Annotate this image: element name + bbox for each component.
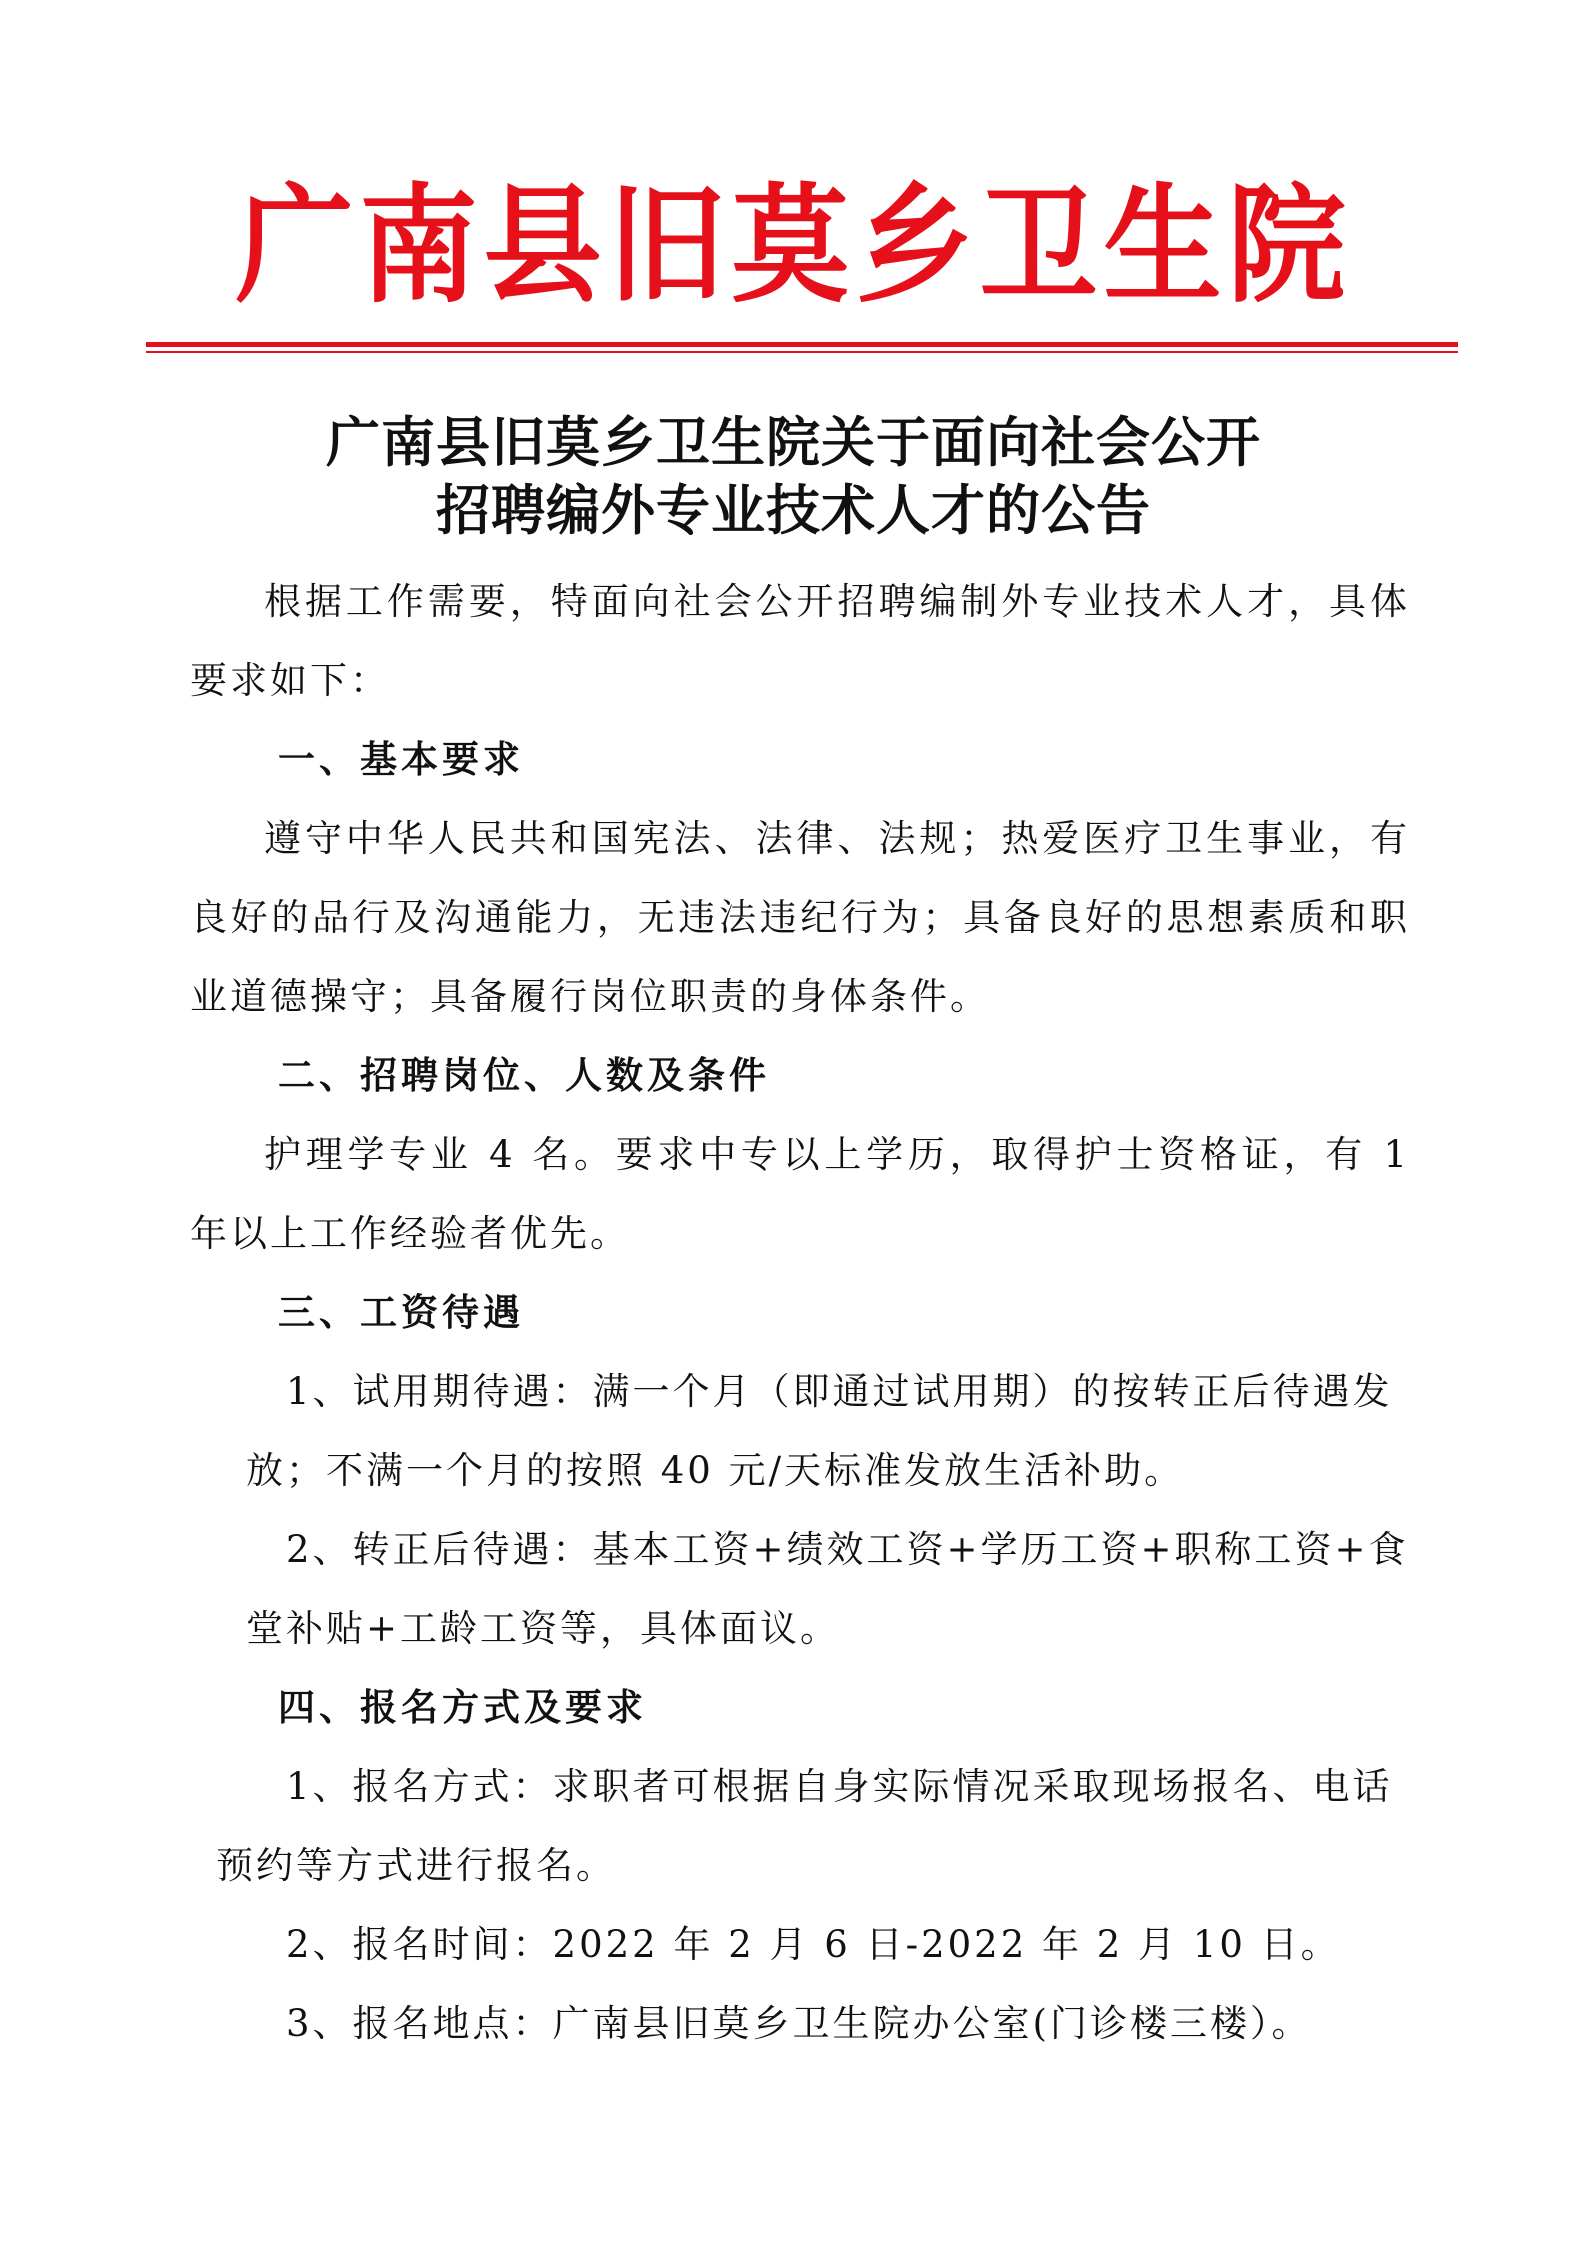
- document-title-line-2: 招聘编外专业技术人才的公告: [436, 478, 1151, 542]
- section-heading-positions: 二、招聘岗位、人数及条件: [278, 1053, 770, 1097]
- intro-paragraph: 根据工作需要，特面向社会公开招聘编制外专业技术人才，具体要求如下：: [190, 580, 1410, 702]
- registration-location-text: 3、报名地点：广南县旧莫乡卫生院办公室(门诊楼三楼）。: [286, 2002, 1312, 2045]
- salary-probation-text: 1、试用期待遇：满一个月（即通过试用期）的按转正后待遇发放；不满一个月的按照 40 元/天标准发放生活补助。: [246, 1370, 1393, 1492]
- section-heading-registration: 四、报名方式及要求: [278, 1685, 647, 1729]
- section-heading-basic-requirements: 一、基本要求: [278, 737, 524, 781]
- basic-requirements-text: 遵守中华人民共和国宪法、法律、法规；热爱医疗卫生事业，有良好的品行及沟通能力，无违法违纪行为；具备良好的思想素质和职业道德操守；具备履行岗位职责的身体条件。: [190, 817, 1410, 1018]
- registration-time-text: 2、报名时间：2022 年 2 月 6 日-2022 年 2 月 10 日。: [286, 1923, 1341, 1966]
- salary-regular-text: 2、转正后待遇：基本工资+绩效工资+学历工资+职称工资+食堂补贴+工龄工资等，具体面议。: [246, 1528, 1409, 1650]
- letterhead-divider-thick: [146, 342, 1458, 347]
- letterhead-divider-thin: [146, 351, 1458, 353]
- positions-text: 护理学专业 4 名。要求中专以上学历，取得护士资格证，有 1 年以上工作经验者优先。: [190, 1133, 1410, 1255]
- document-body: [190, 562, 1410, 2063]
- document-title: [0, 408, 1587, 544]
- section-heading-salary: 三、工资待遇: [278, 1290, 524, 1334]
- registration-method-text: 1、报名方式：求职者可根据自身实际情况采取现场报名、电话预约等方式进行报名。: [216, 1765, 1393, 1887]
- document-title-line-1: 广南县旧莫乡卫生院关于面向社会公开: [326, 410, 1261, 474]
- letterhead-org-name: 广南县旧莫乡卫生院: [235, 170, 1352, 320]
